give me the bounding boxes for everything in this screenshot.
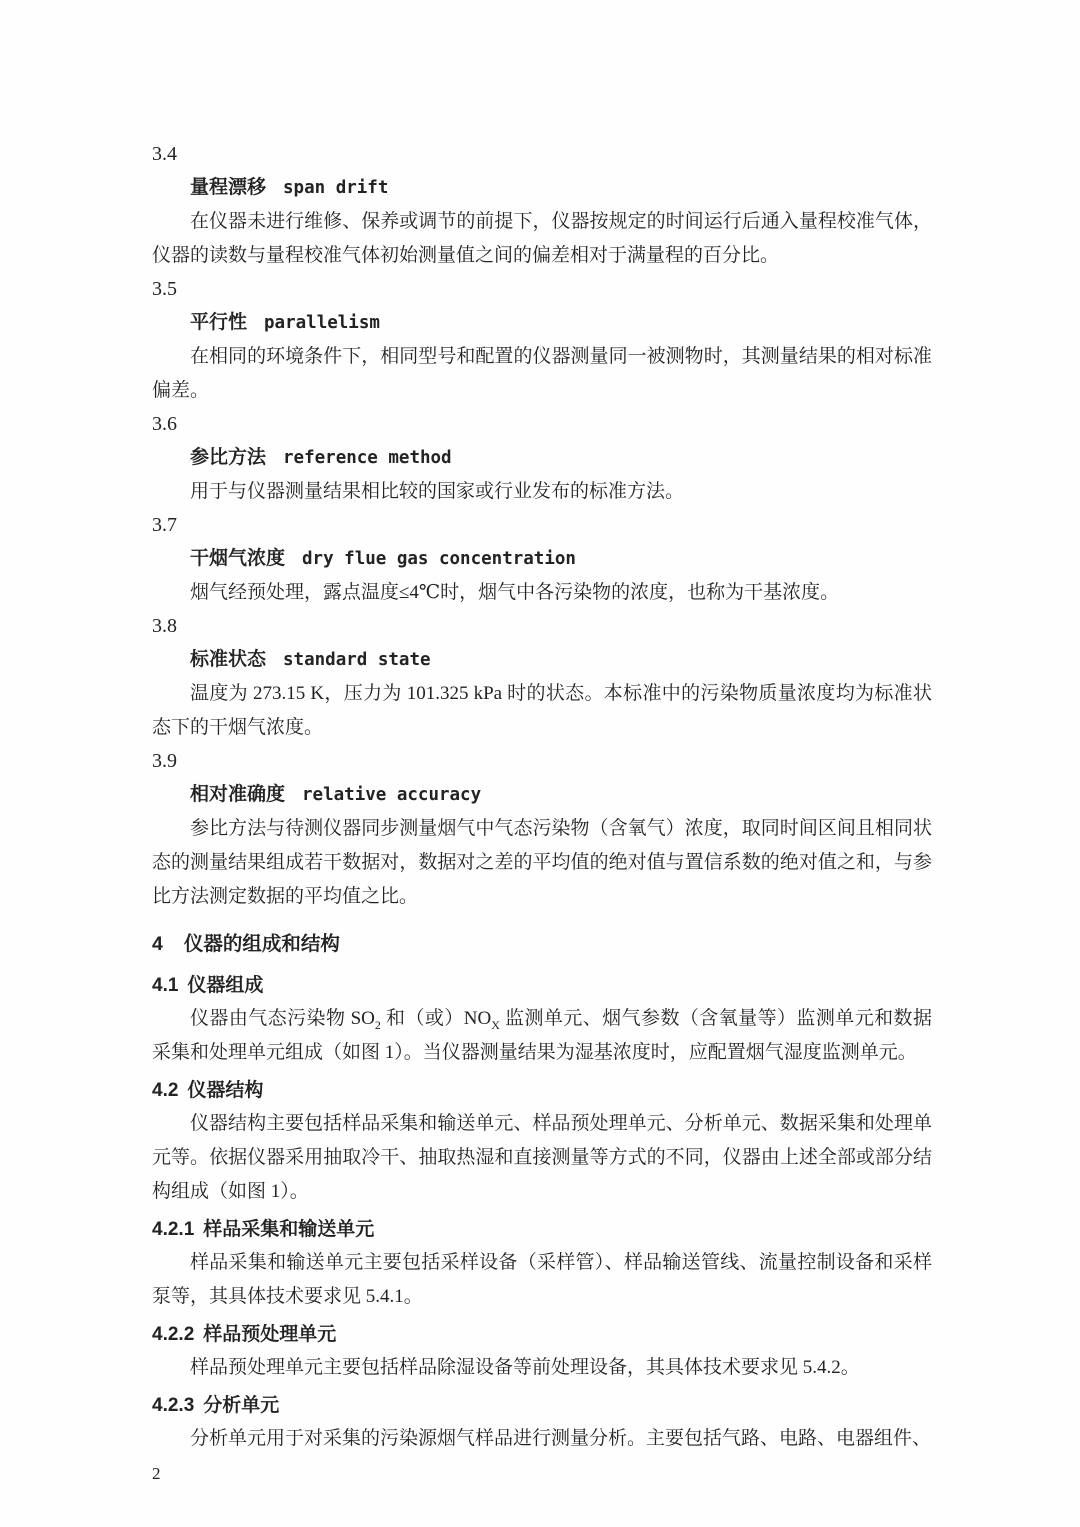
section-4-1-heading	[152, 969, 932, 1002]
section-4-2-2-heading	[152, 1318, 932, 1351]
section-4-2-1-paragraph: 样品采集和输送单元主要包括采样设备（采样管）、样品输送管线、流量控制设备和采样泵等，其具体技术要求见 5.4.1。	[152, 1252, 932, 1307]
term-zh: 参比方法	[190, 447, 267, 468]
text-run: 和（或）NO	[380, 1008, 492, 1029]
term-zh: 量程漂移	[190, 177, 267, 198]
section-4-2-3-paragraph: 分析单元用于对采集的污染源烟气样品进行测量分析。主要包括气路、电路、电器组件、	[190, 1428, 932, 1449]
text-run: 监测单元、烟气参数（含氧量等）监测单元和数据采集和处理单元组成（如图 1）。当仪器测量结果为湿基浓度时，应配置烟气湿度监测单元。	[152, 1008, 932, 1063]
clause-number-3-6: 3.6	[152, 413, 177, 435]
term-zh: 标准状态	[190, 649, 267, 670]
term-heading-standard-state	[152, 643, 932, 677]
term-en: relative accuracy	[302, 785, 482, 805]
section-number: 4.2	[152, 1080, 179, 1101]
clause-number-3-7: 3.7	[152, 514, 177, 536]
term-en: span drift	[283, 178, 389, 198]
section-number: 4.1	[152, 975, 179, 996]
chapter-4-heading	[152, 928, 932, 961]
term-heading-parallelism	[152, 306, 932, 340]
section-title: 仪器组成	[187, 975, 264, 996]
section-4-2-1-heading	[152, 1213, 932, 1246]
so2-subscript: 2	[374, 1017, 381, 1032]
section-title: 分析单元	[203, 1395, 280, 1416]
clause-number-3-9: 3.9	[152, 750, 177, 772]
section-title: 样品预处理单元	[203, 1324, 337, 1345]
section-number: 4.2.3	[152, 1395, 195, 1416]
term-zh: 平行性	[190, 312, 248, 333]
term-zh: 干烟气浓度	[190, 548, 286, 569]
chapter-title: 仪器的组成和结构	[183, 933, 340, 955]
term-definition-3-8: 温度为 273.15 K，压力为 101.325 kPa 时的状态。本标准中的污染物质量浓度均为标准状态下的干烟气浓度。	[152, 683, 932, 738]
section-number: 4.2.1	[152, 1219, 195, 1240]
page-number: 2	[152, 1464, 161, 1483]
section-4-2-2-paragraph: 样品预处理单元主要包括样品除湿设备等前处理设备，其具体技术要求见 5.4.2。	[190, 1357, 860, 1378]
section-4-2-3-heading	[152, 1389, 932, 1422]
term-en: reference method	[283, 448, 452, 468]
term-heading-span-drift	[152, 171, 932, 205]
term-heading-dry-flue-gas	[152, 542, 932, 576]
section-number: 4.2.2	[152, 1324, 195, 1345]
term-heading-reference-method	[152, 441, 932, 475]
term-definition-3-4: 在仪器未进行维修、保养或调节的前提下，仪器按规定的时间运行后通入量程校准气体，仪器的读数与量程校准气体初始测量值之间的偏差相对于满量程的百分比。	[152, 211, 932, 266]
term-zh: 相对准确度	[190, 784, 286, 805]
term-en: standard state	[283, 650, 431, 670]
nox-subscript: X	[491, 1017, 500, 1032]
term-definition-3-9: 参比方法与待测仪器同步测量烟气中气态污染物（含氧气）浓度，取同时间区间且相同状态的测量结果组成若干数据对，数据对之差的平均值的绝对值与置信系数的绝对值之和，与参比方法测定数据的平均值之比。	[152, 818, 932, 907]
section-4-2-paragraph: 仪器结构主要包括样品采集和输送单元、样品预处理单元、分析单元、数据采集和处理单元等。依据仪器采用抽取冷干、抽取热湿和直接测量等方式的不同，仪器由上述全部或部分结构组成（如图 1）。	[152, 1113, 932, 1202]
section-title: 仪器结构	[187, 1080, 264, 1101]
section-4-2-heading	[152, 1074, 932, 1107]
clause-number-3-4: 3.4	[152, 143, 177, 165]
clause-number-3-5: 3.5	[152, 278, 177, 300]
term-en: dry flue gas concentration	[302, 549, 576, 569]
text-run: 仪器由气态污染物 SO	[190, 1008, 375, 1029]
section-title: 样品采集和输送单元	[203, 1219, 375, 1240]
chapter-number: 4	[152, 933, 163, 955]
term-definition-3-6: 用于与仪器测量结果相比较的国家或行业发布的标准方法。	[190, 481, 685, 502]
term-heading-relative-accuracy	[152, 778, 932, 812]
clause-number-3-8: 3.8	[152, 615, 177, 637]
term-en: parallelism	[264, 313, 380, 333]
section-4-1-paragraph	[152, 1002, 932, 1070]
term-definition-3-7: 烟气经预处理，露点温度≤4℃时，烟气中各污染物的浓度，也称为干基浓度。	[190, 582, 840, 603]
term-definition-3-5: 在相同的环境条件下，相同型号和配置的仪器测量同一被测物时，其测量结果的相对标准偏差。	[152, 346, 932, 401]
